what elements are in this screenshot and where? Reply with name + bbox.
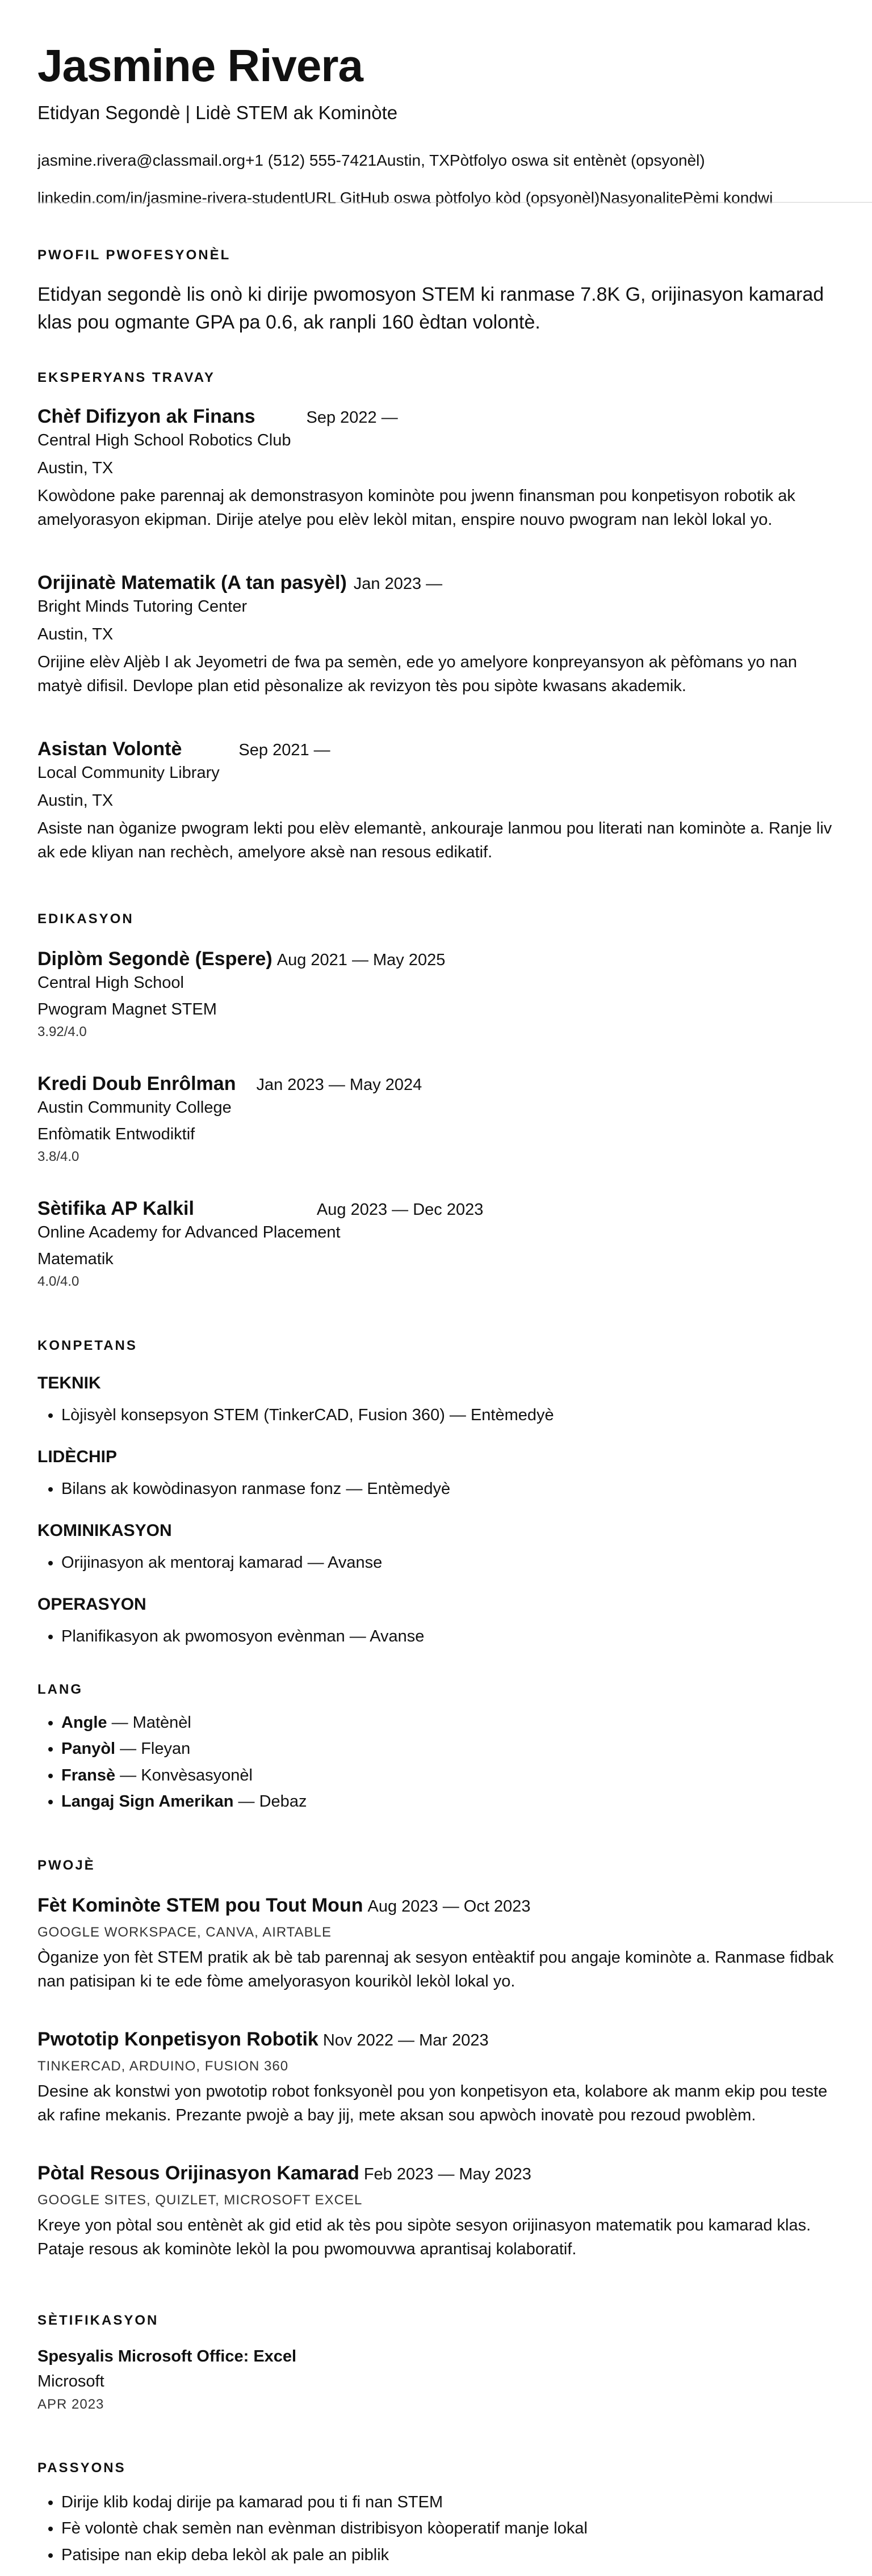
school-name: Central High School bbox=[37, 974, 184, 992]
passion-item: • Patisipe nan ekip deba lekòl ak pale an piblik bbox=[61, 2542, 838, 2568]
certifications-section bbox=[37, 2313, 838, 2413]
skill-item: • Planifikasyon ak pwomosyon evènman — Avanse bbox=[61, 1623, 838, 1649]
skill-category: TEKNIK bbox=[37, 1374, 101, 1392]
experience-section bbox=[37, 370, 838, 386]
project-tools: GOOGLE WORKSPACE, CANVA, AIRTABLE bbox=[37, 1925, 332, 1941]
job-date: Jan 2023 — bbox=[353, 575, 443, 593]
experience-item bbox=[37, 736, 838, 864]
job-organization: Bright Minds Tutoring Center bbox=[37, 597, 248, 616]
certification-name: Spesyalis Microsoft Office: Excel bbox=[37, 2347, 297, 2365]
job-description: Asiste nan òganize pwogram lekti pou elèv elemantè, ankouraje lanmou pou literati nan kominòte a. Ranje liv ak ede kliyan nan rechèch, amelyore aksè nan resous edikatif. bbox=[37, 819, 832, 862]
job-organization: Central High School Robotics Club bbox=[37, 431, 291, 450]
language-level: — Fleyan bbox=[115, 1740, 191, 1758]
skills-section bbox=[37, 1338, 838, 1354]
job-organization: Local Community Library bbox=[37, 764, 220, 782]
language-name: Langaj Sign Amerikan bbox=[61, 1792, 234, 1811]
education-item bbox=[37, 946, 838, 1041]
language-item bbox=[61, 1788, 838, 1815]
section-title-experience: EKSPERYANS TRAVAY bbox=[37, 370, 215, 385]
project-title: Pwototip Konpetisyon Robotik bbox=[37, 2028, 318, 2050]
job-date: Sep 2022 — bbox=[306, 409, 398, 427]
project-title: Pòtal Resous Orijinasyon Kamarad bbox=[37, 2162, 359, 2184]
section-title-certifications: SÈTIFIKASYON bbox=[37, 2313, 159, 2328]
skill-category: KOMINIKASYON bbox=[37, 1521, 172, 1540]
passion-item: • Dirije klib kodaj dirije pa kamarad pou ti fi nan STEM bbox=[61, 2489, 838, 2515]
skill-group bbox=[37, 1593, 838, 1649]
section-title-skills: KONPETANS bbox=[37, 1338, 137, 1353]
job-location: Austin, TX bbox=[37, 458, 114, 477]
degree-grade: 3.92/4.0 bbox=[37, 1024, 87, 1040]
passion-item: • Fè volontè chak semèn nan evènman distribisyon kòoperatif manje lokal bbox=[61, 2515, 838, 2541]
school-name: Online Academy for Advanced Placement bbox=[37, 1223, 341, 1242]
certification-date: APR 2023 bbox=[37, 2396, 104, 2412]
project-item bbox=[37, 1893, 838, 1993]
project-item bbox=[37, 2161, 838, 2261]
job-location: Austin, TX bbox=[37, 791, 114, 810]
section-title-education: EDIKASYON bbox=[37, 911, 134, 927]
skill-group bbox=[37, 1446, 838, 1502]
education-section bbox=[37, 911, 838, 928]
language-name: Panyòl bbox=[61, 1740, 116, 1758]
degree-title: Kredi Doub Enrôlman bbox=[37, 1073, 236, 1095]
education-item bbox=[37, 1196, 838, 1291]
degree-grade: 4.0/4.0 bbox=[37, 1274, 79, 1290]
degree-field: Pwogram Magnet STEM bbox=[37, 1000, 217, 1018]
degree-date: Aug 2023 — Dec 2023 bbox=[316, 1201, 484, 1219]
degree-date: Jan 2023 — May 2024 bbox=[256, 1076, 422, 1094]
certification-issuer: Microsoft bbox=[37, 2372, 104, 2391]
contact-line-1: jasmine.rivera@classmail.org+1 (512) 555-7421Austin, TXPòtfolyo oswa sit entènèt (opsyonèl) bbox=[37, 151, 705, 169]
skill-group bbox=[37, 1372, 838, 1428]
job-description: Kowòdone pake parennaj ak demonstrasyon kominòte pou jwenn finansman pou konpetisyon robotik ak amelyorasyon ekipman. Dirije atelye pou elèv lekòl mitan, enspire nouvo pwogram nan lekòl lokal yo. bbox=[37, 487, 795, 529]
language-item bbox=[61, 1762, 838, 1788]
language-level: — Konvèsasyonèl bbox=[115, 1766, 253, 1784]
project-tools: TINKERCAD, ARDUINO, FUSION 360 bbox=[37, 2059, 289, 2074]
skill-category: LIDÈCHIP bbox=[37, 1447, 118, 1466]
section-title-passions: PASSYONS bbox=[37, 2460, 126, 2476]
language-level: — Debaz bbox=[233, 1792, 307, 1811]
project-date: Nov 2022 — Mar 2023 bbox=[322, 2031, 489, 2049]
summary-text: Etidyan segondè lis onò ki dirije pwomosyon STEM ki ranmase 7.8K G, orijinasyon kamarad klas pou ogmante GPA pa 0.6, ak ranpli 160 èdtan volontè. bbox=[37, 283, 824, 334]
degree-grade: 3.8/4.0 bbox=[37, 1149, 79, 1165]
job-title: Chèf Difizyon ak Finans bbox=[37, 406, 255, 427]
projects-section bbox=[37, 1858, 838, 1874]
experience-item bbox=[37, 404, 838, 532]
language-item bbox=[61, 1736, 838, 1762]
degree-field: Enfòmatik Entwodiktif bbox=[37, 1125, 195, 1143]
header-divider bbox=[37, 202, 872, 203]
language-item bbox=[61, 1710, 838, 1736]
school-name: Austin Community College bbox=[37, 1098, 232, 1117]
job-location: Austin, TX bbox=[37, 625, 114, 643]
candidate-name: Jasmine Rivera bbox=[37, 40, 363, 91]
project-title: Fèt Kominòte STEM pou Tout Moun bbox=[37, 1895, 363, 1916]
passions-section bbox=[37, 2460, 838, 2568]
language-name: Fransè bbox=[61, 1766, 116, 1784]
job-date: Sep 2021 — bbox=[238, 741, 330, 759]
degree-title: Sètifika AP Kalkil bbox=[37, 1198, 194, 1219]
contact-line-2: linkedin.com/in/jasmine-rivera-studentURL GitHub oswa pòtfolyo kòd (opsyonèl)NasyonalitePèmi kondwi bbox=[37, 189, 773, 207]
skill-item: • Orijinasyon ak mentoraj kamarad — Avanse bbox=[61, 1550, 838, 1576]
candidate-subtitle: Etidyan Segondè | Lidè STEM ak Kominòte bbox=[37, 102, 398, 123]
project-tools: GOOGLE SITES, QUIZLET, MICROSOFT EXCEL bbox=[37, 2192, 363, 2208]
project-description: Desine ak konstwi yon pwototip robot fonksyonèl pou yon konpetisyon eta, kolabore ak manm ekip pou teste ak rafine mekanis. Prezante pwojè a bay jij, mete aksan sou apwòch inovatè pou rezoud pwoblèm. bbox=[37, 2082, 828, 2125]
section-title-summary: PWOFIL PWOFESYONÈL bbox=[37, 247, 231, 263]
project-description: Òganize yon fèt STEM pratik ak bè tab parennaj ak sesyon entèaktif pou angaje kominòte a. Ranmase fidbak nan patisipan ki te ede fòme amelyorasyon kourikòl lekòl lokal yo. bbox=[37, 1948, 834, 1991]
project-date: Aug 2023 — Oct 2023 bbox=[367, 1897, 531, 1916]
section-title-projects: PWOJÈ bbox=[37, 1858, 95, 1873]
degree-date: Aug 2021 — May 2025 bbox=[276, 951, 446, 969]
project-item bbox=[37, 2027, 838, 2127]
degree-title: Diplòm Segondè (Espere) bbox=[37, 948, 272, 970]
section-title-languages: LANG bbox=[37, 1682, 83, 1697]
job-title: Orijinatè Matematik (A tan pasyèl) bbox=[37, 572, 347, 594]
project-description: Kreye yon pòtal sou entènèt ak gid etid ak tès pou sipòte sesyon orijinasyon matematik pou kamarad klas. Pataje resous ak kominòte lekòl la pou pwomouvwa aprantisaj kolaboratif. bbox=[37, 2216, 811, 2259]
job-description: Orijine elèv Aljèb I ak Jeyometri de fwa pa semèn, ede yo amelyore konpreyansyon ak pèfòmans yo nan matyè difisil. Devlope plan etid pèsonalize ak revizyon tès pou sipòte kwasans akademik. bbox=[37, 653, 797, 696]
project-date: Feb 2023 — May 2023 bbox=[363, 2165, 531, 2183]
skill-item: • Bilans ak kowòdinasyon ranmase fonz — Entèmedyè bbox=[61, 1476, 838, 1502]
education-item bbox=[37, 1071, 838, 1166]
job-title: Asistan Volontè bbox=[37, 738, 182, 760]
skill-item: • Lòjisyèl konsepsyon STEM (TinkerCAD, Fusion 360) — Entèmedyè bbox=[61, 1402, 838, 1428]
experience-item bbox=[37, 570, 838, 698]
degree-field: Matematik bbox=[37, 1249, 114, 1268]
skill-group bbox=[37, 1519, 838, 1576]
language-name: Angle bbox=[61, 1713, 107, 1732]
summary-section bbox=[37, 247, 838, 336]
language-level: — Matènèl bbox=[107, 1713, 191, 1732]
skill-category: OPERASYON bbox=[37, 1595, 146, 1614]
languages-section bbox=[37, 1682, 838, 1815]
